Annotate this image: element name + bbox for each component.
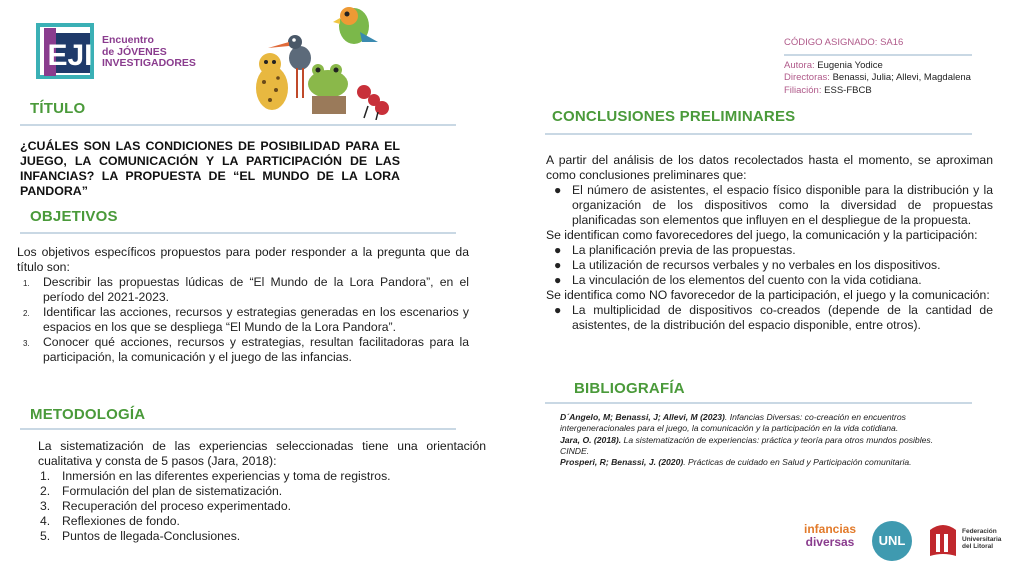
conclusiones-intro: A partir del análisis de los datos recolectados hasta el momento, se aproximan como conclusiones preliminares que: bbox=[546, 153, 993, 182]
objetivos-list bbox=[17, 275, 469, 365]
no-favorecedor-list bbox=[546, 303, 993, 333]
favorecedor-bullet: ● La planificación previa de las propuestas. bbox=[554, 243, 796, 257]
meta-author: Autora: Eugenia Yodice bbox=[784, 59, 883, 71]
fuf-logo: Federación Universitaria del Litoral bbox=[926, 520, 1018, 562]
titulo-text: ¿CUÁLES SON LAS CONDICIONES DE POSIBILIDAD PARA EL JUEGO, LA COMUNICACIÓN Y LA PARTICIPACIÓN DE LAS INFANCIAS? LA PROPUESTA DE “EL MUNDO DE LA LORA PANDORA” bbox=[20, 139, 400, 198]
metodologia-step-1: 1. Inmersión en las diferentes experiencias y toma de registros. bbox=[40, 469, 391, 483]
conclusion-bullet: ● El número de asistentes, el espacio físico disponible para la distribución y la organización de los dispositivos como la diversidad de propuestas planificadas son elementos que influyen en el despliegue de la propuesta. bbox=[554, 183, 993, 227]
meta-block bbox=[784, 37, 1014, 97]
no-favorecedor-bullet: ● La multiplicidad de dispositivos co-creados (depende de la cantidad de asistentes, de la distribución del espacio disponible, entre otros). bbox=[554, 303, 993, 332]
favorecedores-list bbox=[546, 243, 993, 288]
conclusiones-rule bbox=[545, 133, 972, 135]
reference-item: Jara, O. (2018). La sistematización de experiencias: práctica y teoría para otros mundos posibles. CINDE. bbox=[560, 434, 934, 456]
ant-icon bbox=[357, 85, 389, 120]
meta-affiliation: Filiación: ESS-FBCB bbox=[784, 84, 872, 96]
conclusiones-heading: CONCLUSIONES PRELIMINARES bbox=[552, 108, 796, 125]
conclusiones-body bbox=[546, 153, 993, 333]
bibliografia-rule bbox=[545, 402, 972, 404]
objetivo-item-2: 2. Identificar las acciones, recursos y estrategias generadas en los escenarios y espacios en los que se despliega “El Mundo de la Lora Pandora”. bbox=[23, 305, 469, 334]
metodologia-step-3: 3. Recuperación del proceso experimentado. bbox=[40, 499, 291, 513]
assigned-code: CÓDIGO ASIGNADO: SA16 bbox=[784, 37, 904, 48]
logo-line-2: de JÓVENES bbox=[102, 45, 167, 58]
unl-logo: UNL bbox=[872, 521, 912, 561]
reference-item: Prosperi, R; Benassi, J. (2020). Prácticas de cuidado en Salud y Participación comunitaria. bbox=[560, 457, 912, 468]
metodologia-list bbox=[38, 469, 486, 544]
frog-icon bbox=[308, 64, 348, 114]
metodologia-rule bbox=[20, 428, 456, 430]
favorecedor-bullet: ● La utilización de recursos verbales y no verbales en los dispositivos. bbox=[554, 258, 941, 272]
bibliografia-list bbox=[560, 412, 936, 468]
metodologia-step-2: 2. Formulación del plan de sistematización. bbox=[40, 484, 283, 498]
titulo-heading: TÍTULO bbox=[30, 100, 86, 117]
logo-line-3: INVESTIGADORES bbox=[102, 57, 196, 69]
favorecedores-intro: Se identifican como favorecedores del juego, la comunicación y la participación: bbox=[546, 228, 978, 242]
infancias-diversas-logo: infancias diversas bbox=[803, 522, 857, 549]
logo-line-1: Encuentro bbox=[102, 34, 154, 46]
metodologia-intro: La sistematización de las experiencias seleccionadas tiene una orientación cualitativa y consta de 5 pasos (Jara, 2018): bbox=[38, 439, 486, 468]
objetivos-rule bbox=[20, 232, 456, 234]
reference-item: D´Angelo, M; Benassi, J; Allevi, M (2023). Infancias Diversas: co-creación en encuentros intergeneracionales para el juego, la comunicación y la participación en la vida cotidiana. bbox=[560, 412, 906, 434]
animal-illustration bbox=[232, 2, 392, 120]
favorecedor-bullet: ● La vinculación de los elementos del cuento con la vida cotidiana. bbox=[554, 273, 922, 287]
fuf-logo-mark bbox=[926, 522, 960, 560]
conclusiones-list-1 bbox=[546, 183, 993, 228]
objetivos-heading: OBJETIVOS bbox=[30, 208, 118, 225]
objetivo-item-1: 1. Describir las propuestas lúdicas de “El Mundo de la Lora Pandora”, en el período del 2021-2023. bbox=[23, 275, 469, 304]
objetivos-intro: Los objetivos específicos propuestos para poder responder a la pregunta que da título son: bbox=[17, 245, 469, 274]
titulo-rule bbox=[20, 124, 456, 126]
event-logo bbox=[36, 23, 196, 81]
metodologia-heading: METODOLOGÍA bbox=[30, 406, 146, 423]
metodologia-step-4: 4. Reflexiones de fondo. bbox=[40, 514, 180, 528]
eji-logo-mark bbox=[36, 23, 98, 81]
metodologia-step-5: 5. Puntos de llegada-Conclusiones. bbox=[40, 529, 241, 543]
no-favorecedor-intro: Se identifica como NO favorecedor de la participación, el juego y la comunicación: bbox=[546, 288, 990, 302]
bibliografia-heading: BIBLIOGRAFÍA bbox=[574, 380, 685, 397]
metodologia-body bbox=[38, 439, 486, 544]
eji-initials: EJI bbox=[47, 39, 93, 72]
meta-divider bbox=[784, 54, 972, 56]
objetivos-body bbox=[17, 245, 469, 365]
objetivo-item-3: 3. Conocer qué acciones, recursos y estrategias, resultan facilitadoras para la participación, la comunicación y el juego de las infancias. bbox=[23, 335, 469, 364]
jaguar-icon bbox=[256, 53, 288, 110]
parrot-icon bbox=[333, 7, 378, 44]
meta-directors: Directoras: Benassi, Julia; Allevi, Magdalena bbox=[784, 72, 971, 84]
